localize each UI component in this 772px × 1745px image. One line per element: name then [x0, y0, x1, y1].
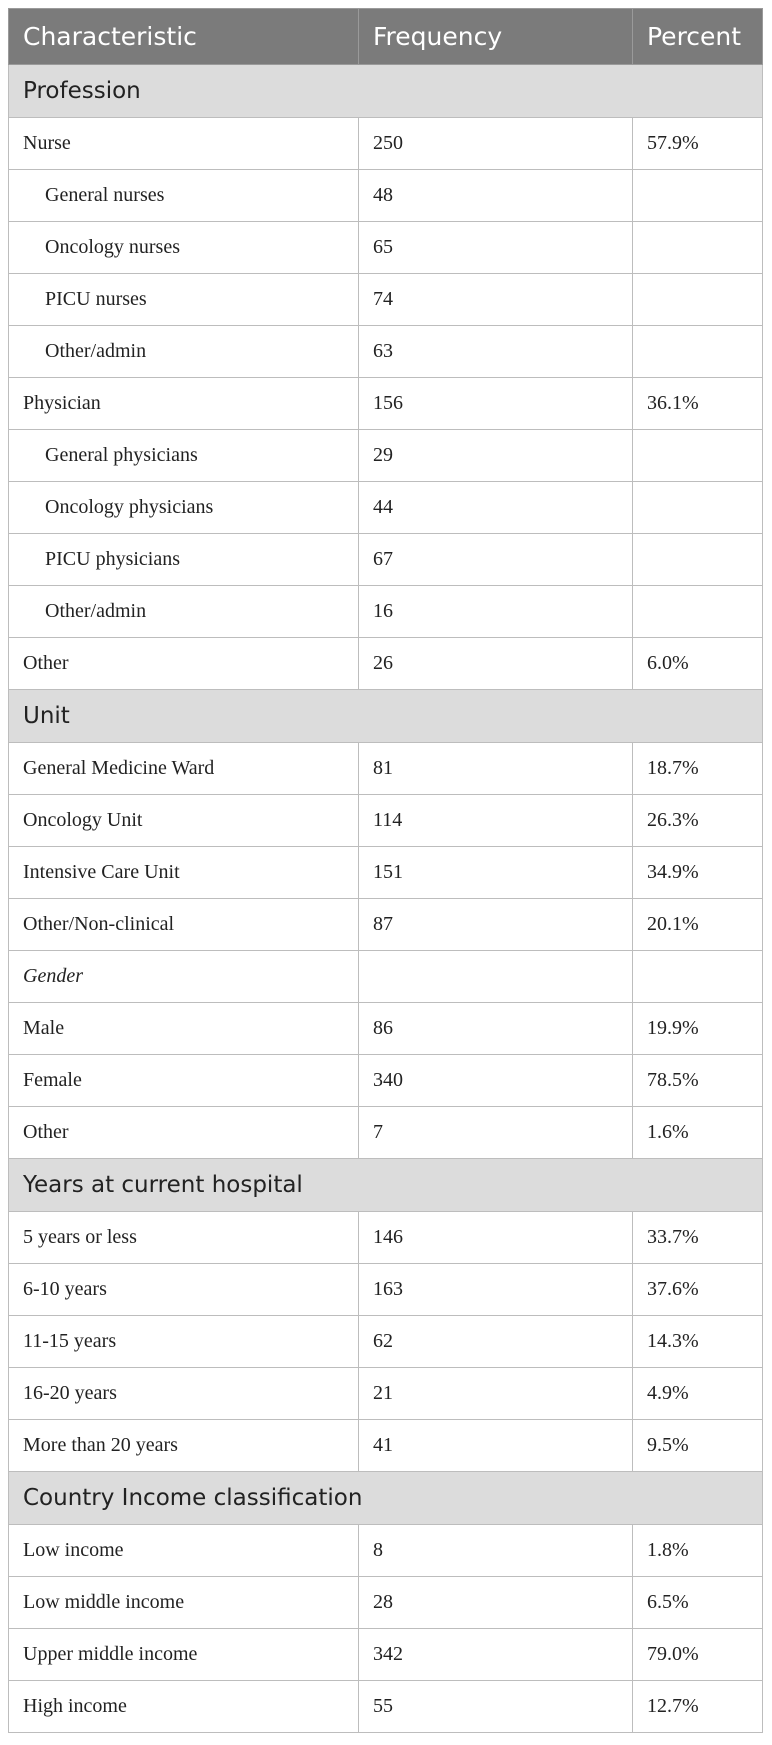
- percent-cell: [633, 482, 763, 534]
- table-row: [9, 899, 763, 951]
- percent-cell: [633, 534, 763, 586]
- header-percent: Percent: [633, 9, 763, 65]
- characteristic-cell: 5 years or less: [9, 1212, 359, 1264]
- frequency-cell: 250: [359, 118, 633, 170]
- table-row: [9, 1525, 763, 1577]
- table-row: [9, 378, 763, 430]
- frequency-cell: 28: [359, 1577, 633, 1629]
- table-row: [9, 586, 763, 638]
- frequency-cell: 67: [359, 534, 633, 586]
- characteristic-cell: Low middle income: [9, 1577, 359, 1629]
- table-row: [9, 638, 763, 690]
- table-row: [9, 482, 763, 534]
- percent-cell: [633, 951, 763, 1003]
- section-header-row: [9, 1472, 763, 1525]
- table-body: [9, 65, 763, 1733]
- frequency-cell: 29: [359, 430, 633, 482]
- frequency-cell: 63: [359, 326, 633, 378]
- frequency-cell: 41: [359, 1420, 633, 1472]
- percent-cell: [633, 222, 763, 274]
- table-row: [9, 1316, 763, 1368]
- characteristic-cell: 16-20 years: [9, 1368, 359, 1420]
- section-header-row: [9, 65, 763, 118]
- characteristic-cell: Gender: [9, 951, 359, 1003]
- frequency-cell: 55: [359, 1681, 633, 1733]
- characteristic-cell: Other/admin: [9, 586, 359, 638]
- section-header-row: [9, 1159, 763, 1212]
- table-row: [9, 1055, 763, 1107]
- characteristic-cell: Other/Non-clinical: [9, 899, 359, 951]
- frequency-cell: 26: [359, 638, 633, 690]
- percent-cell: 4.9%: [633, 1368, 763, 1420]
- percent-cell: 9.5%: [633, 1420, 763, 1472]
- percent-cell: 14.3%: [633, 1316, 763, 1368]
- characteristic-cell: Other: [9, 1107, 359, 1159]
- characteristic-cell: Other/admin: [9, 326, 359, 378]
- header-characteristic: Characteristic: [9, 9, 359, 65]
- characteristic-cell: PICU physicians: [9, 534, 359, 586]
- characteristic-cell: Physician: [9, 378, 359, 430]
- characteristic-cell: Nurse: [9, 118, 359, 170]
- table-row: [9, 1003, 763, 1055]
- demographics-table: [8, 8, 763, 1733]
- frequency-cell: 151: [359, 847, 633, 899]
- frequency-cell: 114: [359, 795, 633, 847]
- table-row: [9, 1681, 763, 1733]
- percent-cell: 26.3%: [633, 795, 763, 847]
- frequency-cell: 7: [359, 1107, 633, 1159]
- characteristic-cell: Oncology physicians: [9, 482, 359, 534]
- percent-cell: 1.8%: [633, 1525, 763, 1577]
- percent-cell: 19.9%: [633, 1003, 763, 1055]
- percent-cell: [633, 170, 763, 222]
- frequency-cell: 342: [359, 1629, 633, 1681]
- percent-cell: 78.5%: [633, 1055, 763, 1107]
- percent-cell: 33.7%: [633, 1212, 763, 1264]
- percent-cell: 6.0%: [633, 638, 763, 690]
- characteristic-cell: 11-15 years: [9, 1316, 359, 1368]
- percent-cell: [633, 274, 763, 326]
- characteristic-cell: Upper middle income: [9, 1629, 359, 1681]
- percent-cell: 6.5%: [633, 1577, 763, 1629]
- percent-cell: 18.7%: [633, 743, 763, 795]
- section-header-row: [9, 690, 763, 743]
- percent-cell: [633, 586, 763, 638]
- section-title: Years at current hospital: [9, 1159, 763, 1212]
- frequency-cell: 48: [359, 170, 633, 222]
- table-row: [9, 1264, 763, 1316]
- characteristic-cell: PICU nurses: [9, 274, 359, 326]
- frequency-cell: 8: [359, 1525, 633, 1577]
- characteristic-cell: Intensive Care Unit: [9, 847, 359, 899]
- characteristic-cell: Male: [9, 1003, 359, 1055]
- characteristic-cell: Oncology nurses: [9, 222, 359, 274]
- frequency-cell: 163: [359, 1264, 633, 1316]
- header-frequency: Frequency: [359, 9, 633, 65]
- table-row: [9, 118, 763, 170]
- table-row: [9, 534, 763, 586]
- percent-cell: 34.9%: [633, 847, 763, 899]
- characteristic-cell: High income: [9, 1681, 359, 1733]
- section-title: Unit: [9, 690, 763, 743]
- frequency-cell: 156: [359, 378, 633, 430]
- table-row: [9, 430, 763, 482]
- frequency-cell: 86: [359, 1003, 633, 1055]
- percent-cell: 79.0%: [633, 1629, 763, 1681]
- table-row: [9, 847, 763, 899]
- characteristic-cell: Female: [9, 1055, 359, 1107]
- table-row: [9, 1212, 763, 1264]
- table-row: [9, 274, 763, 326]
- percent-cell: 12.7%: [633, 1681, 763, 1733]
- table-row: [9, 326, 763, 378]
- percent-cell: 20.1%: [633, 899, 763, 951]
- table-row: [9, 743, 763, 795]
- percent-cell: 37.6%: [633, 1264, 763, 1316]
- percent-cell: 57.9%: [633, 118, 763, 170]
- frequency-cell: 87: [359, 899, 633, 951]
- frequency-cell: 146: [359, 1212, 633, 1264]
- characteristic-cell: General Medicine Ward: [9, 743, 359, 795]
- frequency-cell: 81: [359, 743, 633, 795]
- section-title: Profession: [9, 65, 763, 118]
- characteristic-cell: Other: [9, 638, 359, 690]
- frequency-cell: 44: [359, 482, 633, 534]
- percent-cell: 36.1%: [633, 378, 763, 430]
- characteristic-cell: General physicians: [9, 430, 359, 482]
- characteristic-cell: Low income: [9, 1525, 359, 1577]
- table-row: [9, 1420, 763, 1472]
- frequency-cell: 21: [359, 1368, 633, 1420]
- percent-cell: [633, 430, 763, 482]
- characteristic-cell: General nurses: [9, 170, 359, 222]
- frequency-cell: 62: [359, 1316, 633, 1368]
- table-header: [9, 9, 763, 65]
- table-row: [9, 1629, 763, 1681]
- frequency-cell: 74: [359, 274, 633, 326]
- characteristic-cell: 6-10 years: [9, 1264, 359, 1316]
- characteristic-cell: More than 20 years: [9, 1420, 359, 1472]
- frequency-cell: 16: [359, 586, 633, 638]
- section-title: Country Income classification: [9, 1472, 763, 1525]
- table-row: [9, 951, 763, 1003]
- percent-cell: [633, 326, 763, 378]
- frequency-cell: 65: [359, 222, 633, 274]
- table-row: [9, 795, 763, 847]
- table-row: [9, 222, 763, 274]
- demographics-table-container: [8, 8, 762, 1733]
- table-row: [9, 1368, 763, 1420]
- frequency-cell: [359, 951, 633, 1003]
- percent-cell: 1.6%: [633, 1107, 763, 1159]
- frequency-cell: 340: [359, 1055, 633, 1107]
- characteristic-cell: Oncology Unit: [9, 795, 359, 847]
- table-row: [9, 1577, 763, 1629]
- header-row: [9, 9, 763, 65]
- table-row: [9, 1107, 763, 1159]
- table-row: [9, 170, 763, 222]
